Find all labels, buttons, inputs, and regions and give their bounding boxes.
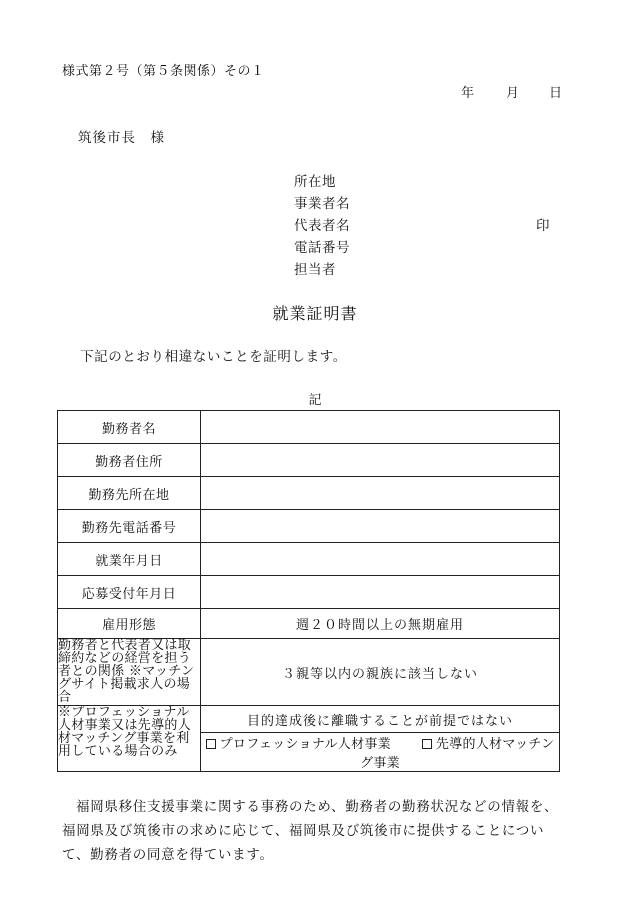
application-date-label: 応募受付年月日 bbox=[58, 576, 201, 609]
ki-heading: 記 bbox=[308, 393, 322, 408]
table-row bbox=[58, 609, 560, 639]
date-day-label: 日 bbox=[549, 86, 563, 101]
worker-address-field[interactable] bbox=[201, 444, 560, 477]
lead-text: 下記のとおり相違ないことを証明します。 bbox=[80, 349, 347, 365]
relationship-label: 勤務者と代表者又は取締約などの経営を担う者との関係 ※マッチングサイト掲載求人の場合 bbox=[58, 639, 201, 706]
employment-type-label: 雇用形態 bbox=[58, 609, 201, 639]
table-row bbox=[58, 444, 560, 477]
professional-label: ※プロフェッショナル人材事業又は先導的人材マッチング事業を利用している場合のみ bbox=[58, 706, 201, 772]
date-year-label: 年 bbox=[461, 86, 475, 101]
option-professional-label: プロフェッショナル人材事業 bbox=[219, 737, 391, 752]
table-row bbox=[58, 510, 560, 543]
relationship-value: ３親等以内の親族に該当しない bbox=[201, 639, 560, 706]
sender-business-name-label: 事業者名 bbox=[294, 196, 350, 212]
sender-location-label: 所在地 bbox=[294, 174, 336, 190]
document-title: 就業証明書 bbox=[272, 304, 358, 323]
addressee: 筑後市長 様 bbox=[78, 130, 165, 146]
checkbox-icon[interactable] bbox=[422, 739, 432, 749]
workplace-phone-label: 勤務先電話番号 bbox=[58, 510, 201, 543]
sender-phone-label: 電話番号 bbox=[294, 240, 350, 256]
seal-mark: 印 bbox=[536, 218, 550, 234]
consent-text: 福岡県移住支援事業に関する事務のため、勤務者の勤務状況などの情報を、福岡県及び筑後市の求めに応じて、福岡県及び筑後市に提供することについて、勤務者の同意を得ています。 bbox=[62, 799, 559, 863]
employment-type-value: 週２０時間以上の無期雇用 bbox=[201, 609, 560, 639]
professional-options bbox=[201, 733, 560, 772]
table-row bbox=[58, 411, 560, 444]
certificate-table bbox=[57, 410, 560, 772]
application-date-field[interactable] bbox=[201, 576, 560, 609]
worker-address-label: 勤務者住所 bbox=[58, 444, 201, 477]
date-month-label: 月 bbox=[506, 86, 520, 101]
table-row bbox=[58, 639, 560, 706]
checkbox-icon[interactable] bbox=[206, 739, 216, 749]
table-row bbox=[58, 706, 560, 733]
option-leading-label: 先導的人材マッチング事業 bbox=[360, 737, 555, 771]
sender-contact-label: 担当者 bbox=[294, 262, 336, 278]
table-row bbox=[58, 477, 560, 510]
table-row bbox=[58, 543, 560, 576]
form-number: 様式第２号（第５条関係）その１ bbox=[62, 64, 265, 79]
workplace-phone-field[interactable] bbox=[201, 510, 560, 543]
worker-name-field[interactable] bbox=[201, 411, 560, 444]
sender-representative-label: 代表者名 bbox=[294, 218, 350, 234]
workplace-address-field[interactable] bbox=[201, 477, 560, 510]
option-professional[interactable] bbox=[206, 737, 391, 752]
professional-value: 目的達成後に離職することが前提ではない bbox=[201, 706, 560, 733]
workplace-address-label: 勤務先所在地 bbox=[58, 477, 201, 510]
employment-date-field[interactable] bbox=[201, 543, 560, 576]
table-row bbox=[58, 576, 560, 609]
employment-date-label: 就業年月日 bbox=[58, 543, 201, 576]
worker-name-label: 勤務者名 bbox=[58, 411, 201, 444]
